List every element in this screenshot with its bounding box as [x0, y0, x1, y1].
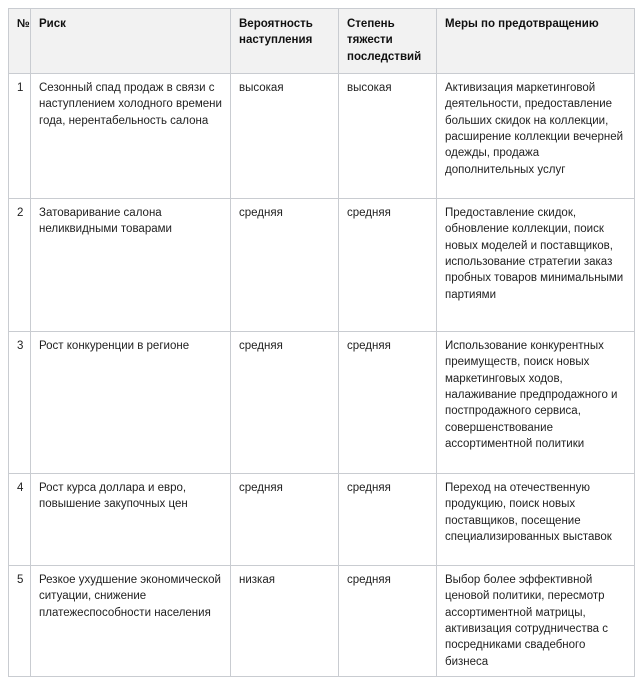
- cell-row-number: 4: [9, 474, 31, 566]
- cell-measures: Активизация маркетинговой деятельности, предоставление больших скидок на коллекции, расширение коллекции вечерней одежды, продажа дополнительных услуг: [437, 74, 635, 199]
- cell-measures: Использование конкурентных преимуществ, поиск новых маркетинговых ходов, налаживание предпродажного и постпродажного сервиса, совершенствование ассортиментной политики: [437, 332, 635, 474]
- risk-assessment-table: [8, 8, 635, 677]
- cell-probability: средняя: [231, 199, 339, 332]
- table-row: [9, 566, 635, 677]
- cell-risk: Резкое ухудшение экономической ситуации, снижение платежеспособности населения: [31, 566, 231, 677]
- cell-probability: средняя: [231, 474, 339, 566]
- cell-row-number: 5: [9, 566, 31, 677]
- cell-risk: Затоваривание салона неликвидными товарами: [31, 199, 231, 332]
- cell-severity: средняя: [339, 332, 437, 474]
- column-header-probability: Вероятность наступления: [231, 9, 339, 74]
- table-header: [9, 9, 635, 74]
- cell-severity: средняя: [339, 474, 437, 566]
- column-header-risk: Риск: [31, 9, 231, 74]
- table-row: [9, 332, 635, 474]
- table-row: [9, 474, 635, 566]
- cell-probability: низкая: [231, 566, 339, 677]
- cell-risk: Сезонный спад продаж в связи с наступлением холодного времени года, нерентабельность салона: [31, 74, 231, 199]
- cell-row-number: 2: [9, 199, 31, 332]
- cell-row-number: 1: [9, 74, 31, 199]
- column-header-number: №: [9, 9, 31, 74]
- table-header-row: [9, 9, 635, 74]
- table-body: [9, 74, 635, 677]
- cell-risk: Рост конкуренции в регионе: [31, 332, 231, 474]
- table-row: [9, 74, 635, 199]
- cell-measures: Выбор более эффективной ценовой политики, пересмотр ассортиментной матрицы, активизация сотрудничества с посредниками свадебного бизнеса: [437, 566, 635, 677]
- cell-risk: Рост курса доллара и евро, повышение закупочных цен: [31, 474, 231, 566]
- column-header-severity: Степень тяжести последствий: [339, 9, 437, 74]
- cell-measures: Предоставление скидок, обновление коллекции, поиск новых моделей и поставщиков, использование стратегии заказ пробных товаров минимальными партиями: [437, 199, 635, 332]
- cell-severity: высокая: [339, 74, 437, 199]
- cell-severity: средняя: [339, 199, 437, 332]
- cell-row-number: 3: [9, 332, 31, 474]
- cell-measures: Переход на отечественную продукцию, поиск новых поставщиков, посещение специализированных выставок: [437, 474, 635, 566]
- cell-probability: средняя: [231, 332, 339, 474]
- cell-probability: высокая: [231, 74, 339, 199]
- column-header-measures: Меры по предотвращению: [437, 9, 635, 74]
- table-row: [9, 199, 635, 332]
- cell-severity: средняя: [339, 566, 437, 677]
